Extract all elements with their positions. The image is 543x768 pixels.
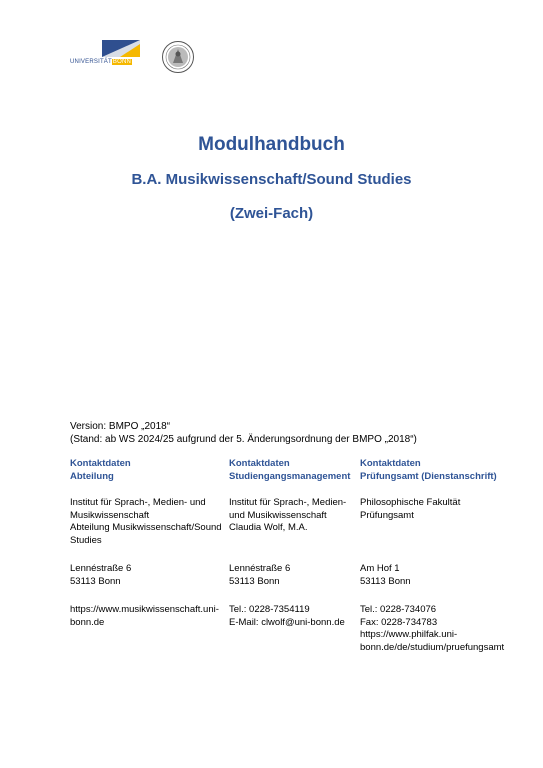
contact-address: Lennéstraße 6 53113 Bonn [229, 563, 291, 587]
program-variant: (Zwei-Fach) [229, 205, 314, 222]
contact-heading: Kontaktdaten Abteilung [70, 458, 131, 482]
version-status-line: (Stand: ab WS 2024/25 aufgrund der 5. Änderungsordnung der BMPO „2018“) [70, 434, 417, 445]
contact-institution: Institut für Sprach-, Medien- und Musikwissenschaft Claudia Wolf, M.A. [229, 497, 347, 533]
wordmark-part2: BONN [112, 59, 132, 65]
document-title: Modulhandbuch [198, 134, 345, 155]
contact-heading: Kontaktdaten Studiengangsmanagement [229, 458, 351, 482]
program-title: B.A. Musikwissenschaft/Sound Studies [131, 171, 412, 188]
university-seal-icon [161, 40, 195, 74]
contact-institution: Philosophische Fakultät Prüfungsamt [360, 497, 461, 521]
contact-column-department [70, 458, 228, 629]
contact-address: Lennéstraße 6 53113 Bonn [70, 563, 132, 587]
contact-web: https://www.musikwissenschaft.uni- bonn.de [70, 604, 219, 628]
version-line: Version: BMPO „2018“ [70, 421, 171, 432]
contact-institution: Institut für Sprach-, Medien- und Musikwissenschaft Abteilung Musikwissenschaft/Sound Studies [70, 497, 222, 546]
contact-phone-email: Tel.: 0228-7354119 E-Mail: clwolf@uni-bonn.de [229, 604, 345, 628]
contact-heading: Kontaktdaten Prüfungsamt (Dienstanschrift) [360, 458, 497, 482]
wordmark-part1: UNIVERSITÄT [70, 59, 112, 65]
contact-column-exam-office [360, 458, 520, 654]
university-wordmark [70, 59, 132, 65]
version-info [70, 420, 417, 446]
title-block [0, 132, 543, 224]
logo-area [70, 38, 200, 72]
contact-column-study-management [229, 458, 359, 629]
contact-phone-fax-web: Tel.: 0228-734076 Fax: 0228-734783 https://www.philfak.uni- bonn.de/de/studium/pruefungsamt [360, 604, 505, 653]
contact-address: Am Hof 1 53113 Bonn [360, 563, 411, 587]
